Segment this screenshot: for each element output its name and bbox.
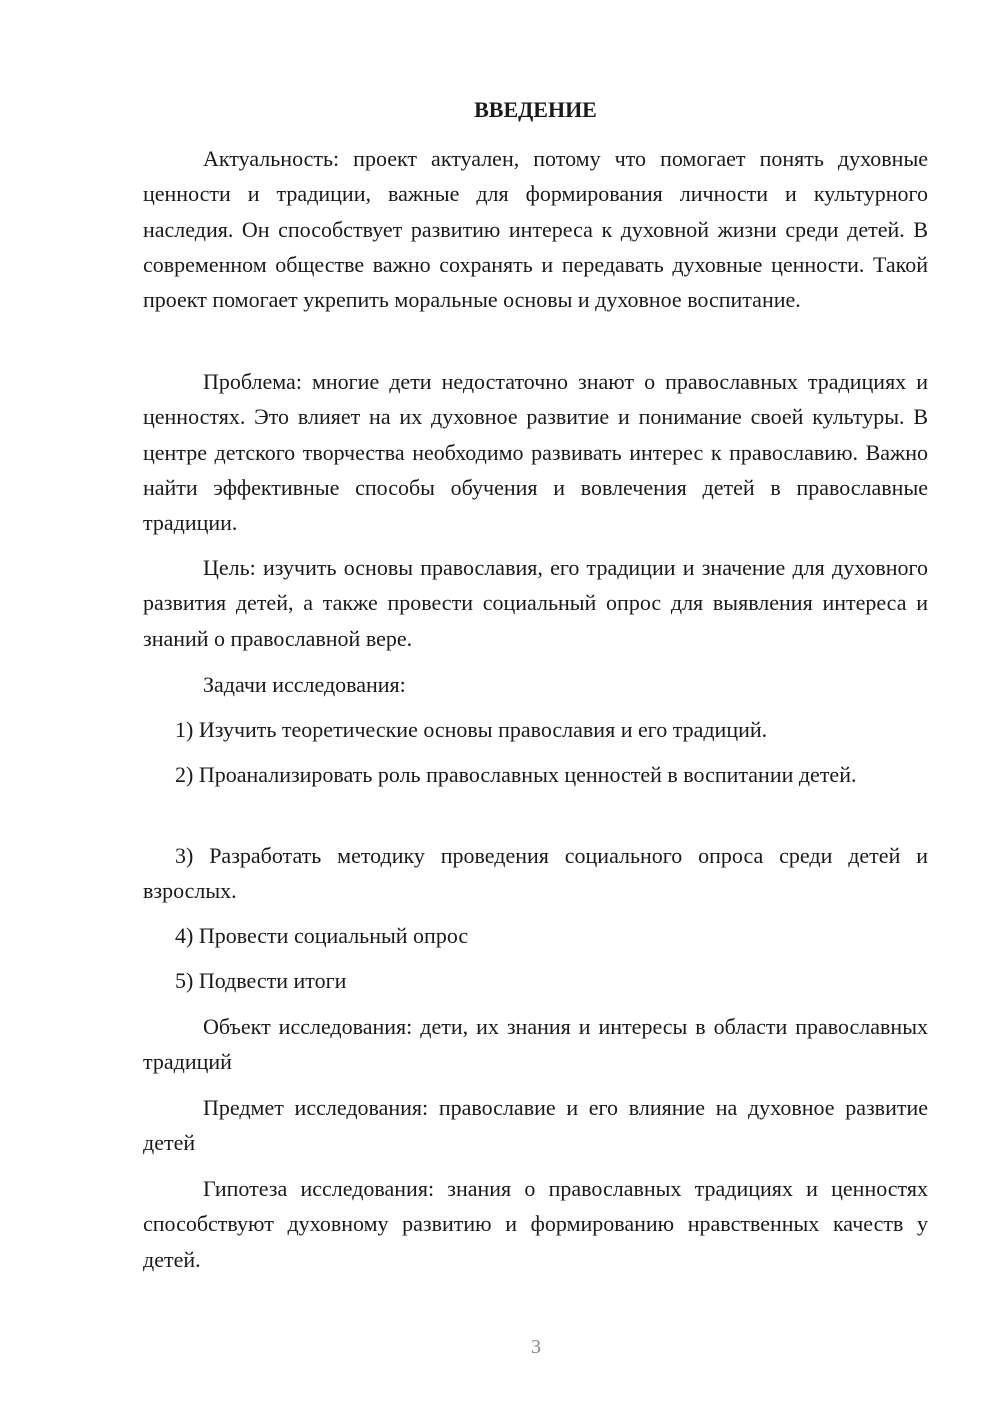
relevance-paragraph: Актуальность: проект актуален, потому что помогает понять духовные ценности и традиции, важные для формирования личности и культурного наследия. Он способствует развитию интереса к духовной жизни среди детей. В современном обществе важно сохранять и передавать духовные ценности. Такой проект помогает укрепить моральные основы и духовное воспитание. xyxy=(143,146,928,313)
object-paragraph: Объект исследования: дети, их знания и интересы в области православных традиций xyxy=(143,1014,928,1075)
tasks-heading: Задачи исследования: xyxy=(203,672,406,697)
page-title: ВВЕДЕНИЕ xyxy=(474,97,597,122)
task-item-1: 1) Изучить теоретические основы православия и его традиций. xyxy=(175,717,768,742)
task-item-3: 3) Разработать методику проведения социального опроса среди детей и взрослых. xyxy=(143,843,928,904)
goal-paragraph: Цель: изучить основы православия, его традиции и значение для духовного развития детей, а также провести социальный опрос для выявления интереса и знаний о православной вере. xyxy=(143,555,928,651)
hypothesis-paragraph: Гипотеза исследования: знания о православных традициях и ценностях способствуют духовному развитию и формированию нравственных качеств у детей. xyxy=(143,1176,928,1272)
problem-paragraph: Проблема: многие дети недостаточно знают о православных традициях и ценностях. Это влияет на их духовное развитие и понимание своей культуры. В центре детского творчества необходимо развивать интерес к православию. Важно найти эффективные способы обучения и вовлечения детей в православные традиции. xyxy=(143,369,928,536)
task-item-2: 2) Проанализировать роль православных ценностей в воспитании детей. xyxy=(175,762,857,787)
task-item-5: 5) Подвести итоги xyxy=(175,968,347,993)
page-number: 3 xyxy=(531,1336,541,1358)
subject-paragraph: Предмет исследования: православие и его влияние на духовное развитие детей xyxy=(143,1095,928,1156)
task-item-4: 4) Провести социальный опрос xyxy=(175,923,469,948)
